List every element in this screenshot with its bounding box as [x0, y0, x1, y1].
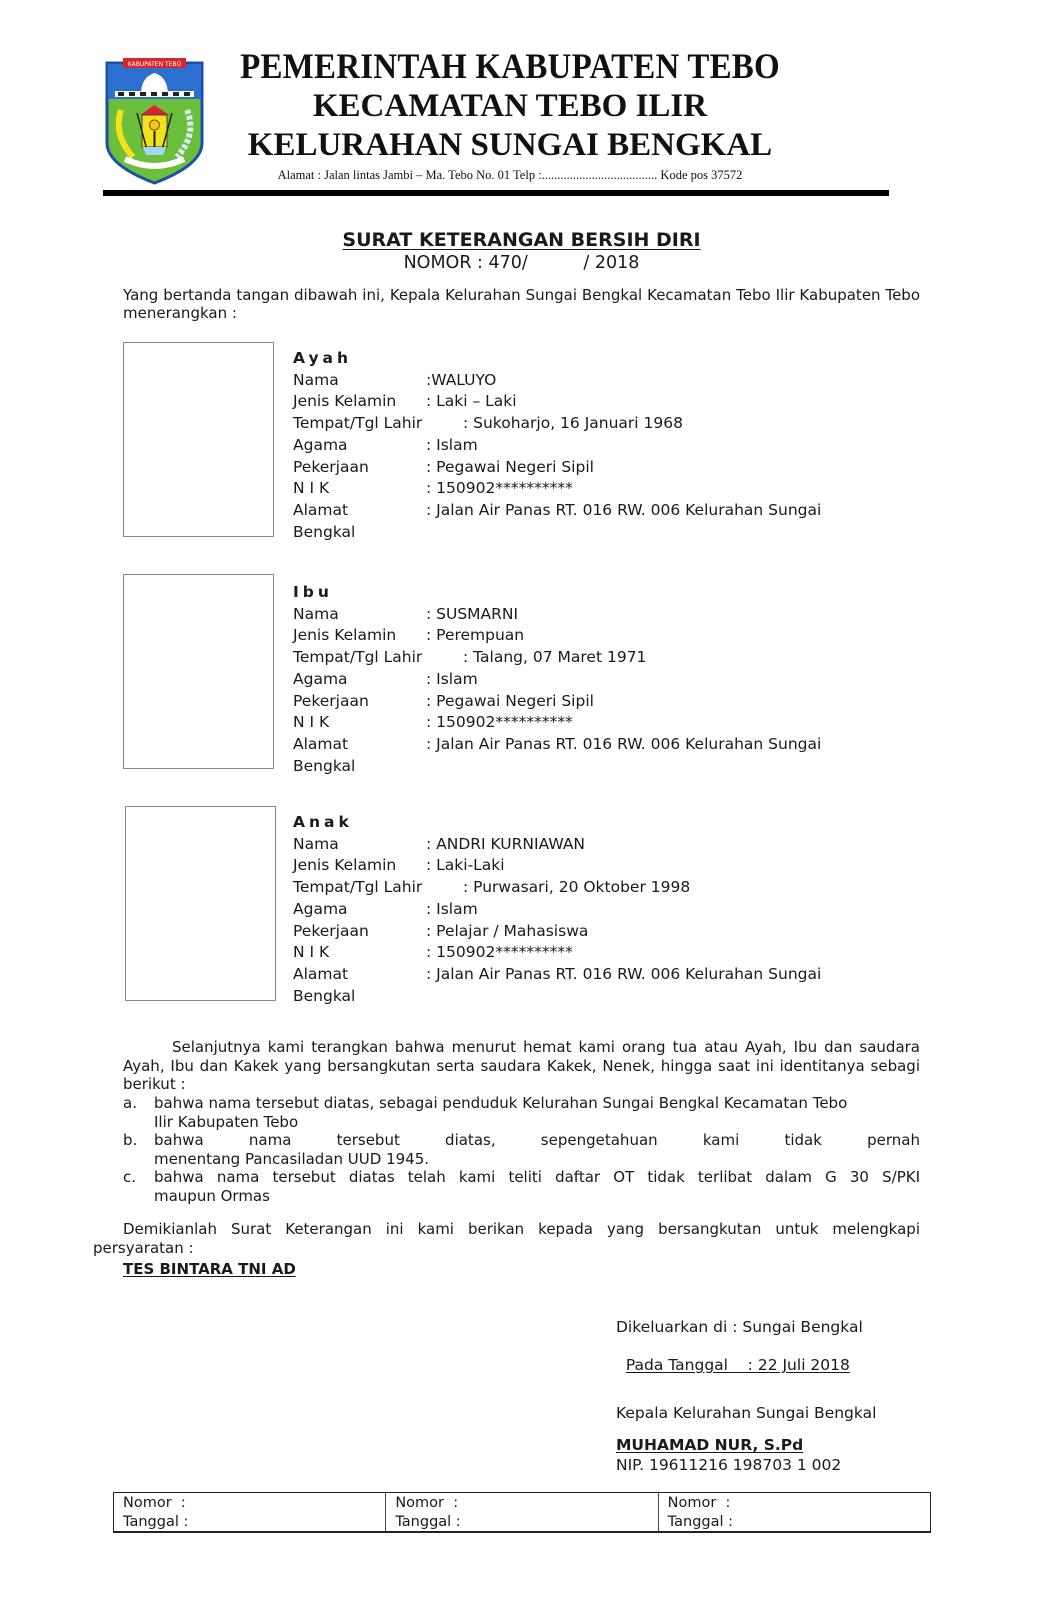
person-heading: Ibu	[293, 583, 333, 601]
person-block-ibu	[293, 582, 893, 777]
signer-name: MUHAMAD NUR, S.Pd	[616, 1436, 804, 1454]
statement-paragraph: Selanjutnya kami terangkan bahwa menurut hemat kami orang tua atau Ayah, Ibu dan saudara Ayah, Ibu dan Kakek yang bersangkutan serta saudara Kakek, Nenek, hingga saat ini identitanya sebagi berikut :	[123, 1038, 920, 1093]
svg-text:KABUPATEN TEBO: KABUPATEN TEBO	[127, 61, 182, 68]
field-row: Tempat/Tgl Lahir : Purwasari, 20 Oktober 1998	[293, 878, 691, 897]
address-continuation: Bengkal	[293, 756, 356, 775]
list-item: a. bahwa nama tersebut diatas, sebagai penduduk Kelurahan Sungai Bengkal Kecamatan Tebo Ilir Kabupaten Tebo	[123, 1094, 848, 1131]
field-row: Tempat/Tgl Lahir : Talang, 07 Maret 1971	[293, 648, 647, 667]
person-heading: Ayah	[293, 349, 353, 367]
letterhead-divider	[103, 190, 889, 196]
letterhead-district: KECAMATAN TEBO ILIR	[312, 88, 708, 124]
field-row: Alamat : Jalan Air Panas RT. 016 RW. 006 Kelurahan Sungai	[293, 964, 822, 983]
letterhead-address: Alamat : Jalan lintas Jambi – Ma. Tebo No. 01 Telp :..................................... Kode pos 37572	[277, 168, 743, 182]
field-row: Nama : ANDRI KURNIAWAN	[293, 834, 586, 853]
field-row: Alamat : Jalan Air Panas RT. 016 RW. 006 Kelurahan Sungai	[293, 734, 822, 753]
field-row: Jenis Kelamin : Laki-Laki	[293, 856, 505, 875]
field-row: Agama : Islam	[293, 435, 478, 454]
field-row: Agama : Islam	[293, 669, 478, 688]
field-row: Alamat : Jalan Air Panas RT. 016 RW. 006 Kelurahan Sungai	[293, 500, 822, 519]
field-row: Tempat/Tgl Lahir : Sukoharjo, 16 Januari 1968	[293, 414, 683, 433]
table-cell: Nomor : Tanggal :	[114, 1493, 386, 1531]
field-row: Jenis Kelamin : Laki – Laki	[293, 392, 517, 411]
person-heading: Anak	[293, 813, 353, 831]
person-block-anak	[293, 812, 893, 1007]
kabupaten-tebo-emblem	[103, 55, 206, 185]
field-row: Nama : SUSMARNI	[293, 604, 519, 623]
person-block-ayah	[293, 348, 893, 543]
issued-at: Dikeluarkan di : Sungai Bengkal	[616, 1318, 863, 1336]
statement-points	[123, 1094, 920, 1205]
document-title: SURAT KETERANGAN BERSIH DIRI	[342, 229, 701, 251]
purpose-label: TES BINTARA TNI AD	[123, 1260, 296, 1278]
closing-paragraph: Demikianlah Surat Keterangan ini kami berikan kepada yang bersangkutan untuk melengkapi persyaratan :	[93, 1220, 920, 1257]
signer-position: Kepala Kelurahan Sungai Bengkal	[616, 1404, 877, 1422]
list-item: c. bahwa nama tersebut diatas telah kami teliti daftar OT tidak terlibat dalam G 30 S/PKI maupun Ormas	[123, 1168, 920, 1205]
field-row: Nama :WALUYO	[293, 370, 497, 389]
list-item: b. bahwa nama tersebut diatas, sepengetahuan kami tidak pernah menentang Pancasiladan UUD 1945.	[123, 1131, 920, 1168]
field-row: Jenis Kelamin : Perempuan	[293, 626, 525, 645]
issue-date: Pada Tanggal : 22 Juli 2018	[625, 1356, 850, 1374]
photo-placeholder-ayah	[123, 342, 274, 537]
table-cell: Nomor : Tanggal :	[667, 1495, 734, 1530]
letterhead	[215, 48, 805, 184]
address-continuation: Bengkal	[293, 522, 356, 541]
intro-paragraph: Yang bertanda tangan dibawah ini, Kepala Kelurahan Sungai Bengkal Kecamatan Tebo Ilir Kabupaten Tebo menerangkan :	[123, 286, 920, 322]
field-row: Pekerjaan : Pegawai Negeri Sipil	[293, 457, 594, 476]
table-cell: Nomor : Tanggal :	[386, 1493, 658, 1531]
photo-placeholder-ibu	[123, 574, 274, 769]
field-row: N I K : 150902**********	[293, 713, 573, 732]
field-row: Agama : Islam	[293, 899, 478, 918]
field-row: Pekerjaan : Pelajar / Mahasiswa	[293, 921, 589, 940]
document-number: NOMOR : 470/ / 2018	[403, 253, 640, 273]
signer-nip: NIP. 19611216 198703 1 002	[616, 1456, 842, 1474]
field-row: N I K : 150902**********	[293, 943, 573, 962]
field-row: N I K : 150902**********	[293, 479, 573, 498]
signature-block	[616, 1280, 936, 1442]
field-row: Pekerjaan : Pegawai Negeri Sipil	[293, 691, 594, 710]
letterhead-government: PEMERINTAH KABUPATEN TEBO	[240, 47, 780, 87]
letterhead-village: KELURAHAN SUNGAI BENGKAL	[247, 127, 773, 163]
footer-registration-table	[113, 1492, 931, 1533]
address-continuation: Bengkal	[293, 986, 356, 1005]
photo-placeholder-anak	[125, 806, 276, 1001]
